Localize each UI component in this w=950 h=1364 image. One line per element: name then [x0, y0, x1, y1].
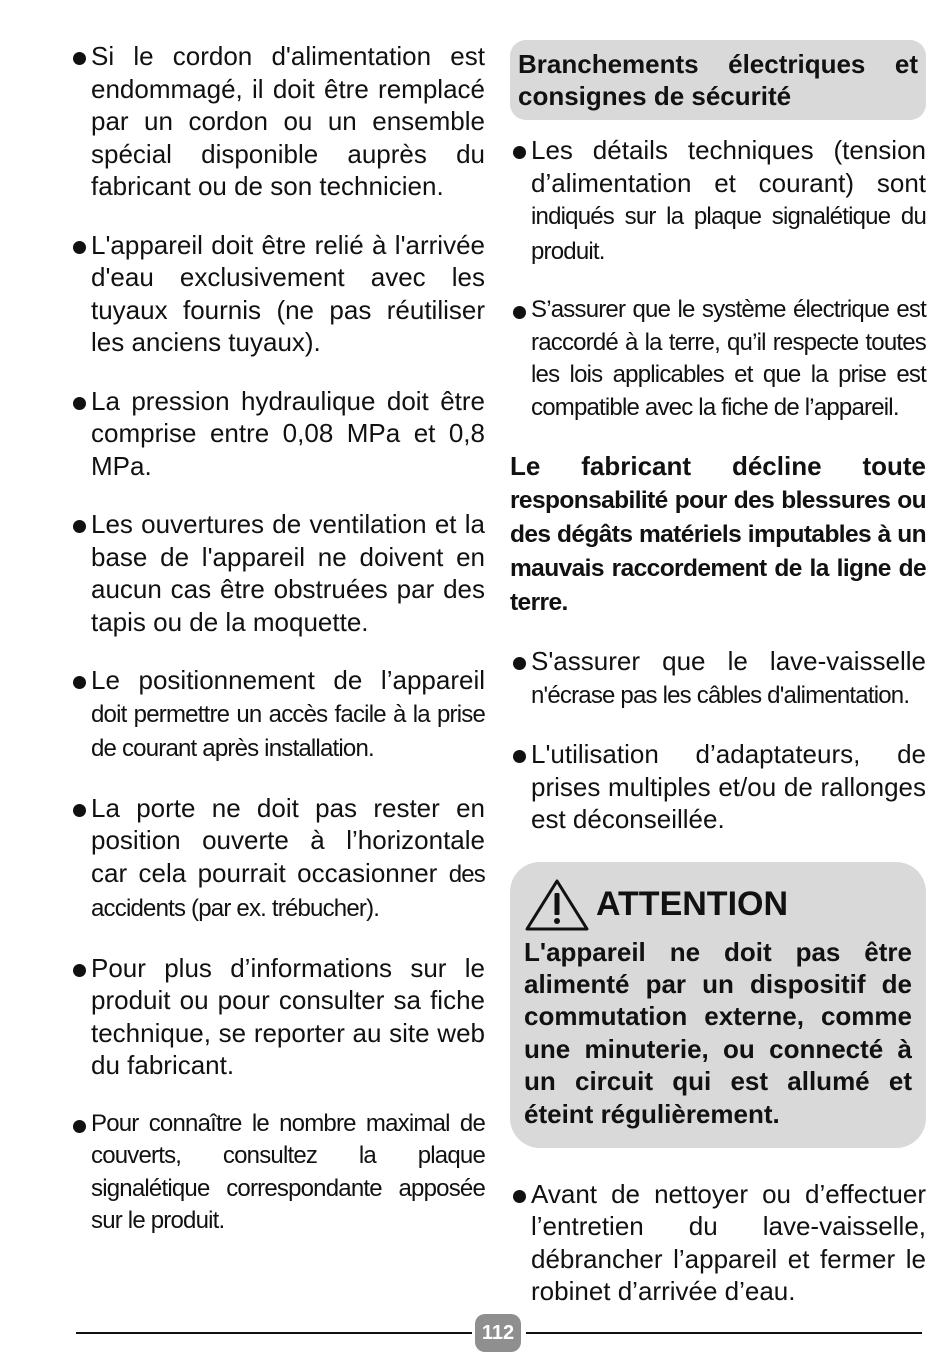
list-item: Pour connaître le nombre maximal de couverts, consultez la plaque signalétique correspondante apposée sur le produit.	[70, 1108, 485, 1238]
page-footer	[0, 1312, 950, 1352]
footer-rule	[526, 1332, 922, 1334]
list-item: Les ouvertures de ventilation et la base de l'appareil ne doivent en aucun cas être obstruées par des tapis ou de la moquette.	[70, 508, 485, 638]
attention-header	[524, 878, 912, 932]
list-item: Pour plus d’informations sur le produit ou pour consulter sa fiche technique, se reporter au site web du fabricant.	[70, 952, 485, 1082]
left-column	[70, 40, 485, 1264]
list-item: Si le cordon d'alimentation est endommagé, il doit être remplacé par un cordon ou un ensemble spécial disponible auprès du fabricant ou de son technicien.	[70, 40, 485, 203]
list-item	[70, 792, 485, 926]
footer-rule	[76, 1332, 472, 1334]
list-item-text-condensed: doit permettre un accès facile à la prise de courant après installation.	[91, 700, 485, 762]
liability-notice	[510, 450, 926, 619]
warning-triangle-icon	[524, 878, 590, 932]
list-item-text: Le positionnement de l’appareil	[91, 665, 485, 695]
notice-text: Le fabricant décline toute	[510, 451, 926, 481]
list-item-text: Les détails techniques (tension d’alimentation et courant) sont	[531, 135, 926, 198]
list-item	[510, 134, 926, 268]
list-item-text-condensed: des accidents (par ex. trébucher).	[91, 860, 485, 922]
list-item-text: La porte ne doit pas rester en position ouverte à l’horizontale car cela pourrait occasionner	[91, 792, 485, 888]
list-item: La pression hydraulique doit être comprise entre 0,08 MPa et 0,8 MPa.	[70, 385, 485, 483]
attention-title: ATTENTION	[596, 885, 789, 923]
right-column	[510, 40, 926, 1334]
notice-text-condensed: responsabilité pour des blessures ou des dégâts matériels imputables à un mauvais raccordement de la ligne de terre.	[510, 487, 926, 616]
list-item-text-condensed: n'écrase pas les câbles d'alimentation.	[531, 681, 910, 709]
attention-box	[510, 862, 926, 1148]
list-item: L'utilisation d’adaptateurs, de prises multiples et/ou de rallonges est déconseillée.	[510, 738, 926, 836]
list-item-text: S'assurer que le lave-vaisselle	[531, 646, 926, 676]
list-item	[70, 664, 485, 766]
list-item: Avant de nettoyer ou d’effectuer l’entretien du lave-vaisselle, débrancher l’appareil et fermer le robinet d’arrivée d’eau.	[510, 1178, 926, 1308]
section-heading: Branchements électriques et consignes de sécurité	[510, 40, 926, 120]
list-item: S’assurer que le système électrique est raccordé à la terre, qu’il respecte toutes les lois applicables et que la prise est compatible avec la fiche de l’appareil.	[510, 294, 926, 424]
list-item-text-condensed: indiqués sur la plaque signalétique du produit.	[531, 203, 926, 265]
page-number: 112	[475, 1314, 521, 1352]
list-item	[510, 645, 926, 712]
attention-text: L'appareil ne doit pas être alimenté par un dispositif de commutation externe, comme une minuterie, ou connecté à un circuit qui est allumé et éteint régulièrement.	[524, 936, 912, 1129]
list-item: L'appareil doit être relié à l'arrivée d'eau exclusivement avec les tuyaux fournis (ne pas réutiliser les anciens tuyaux).	[70, 229, 485, 359]
